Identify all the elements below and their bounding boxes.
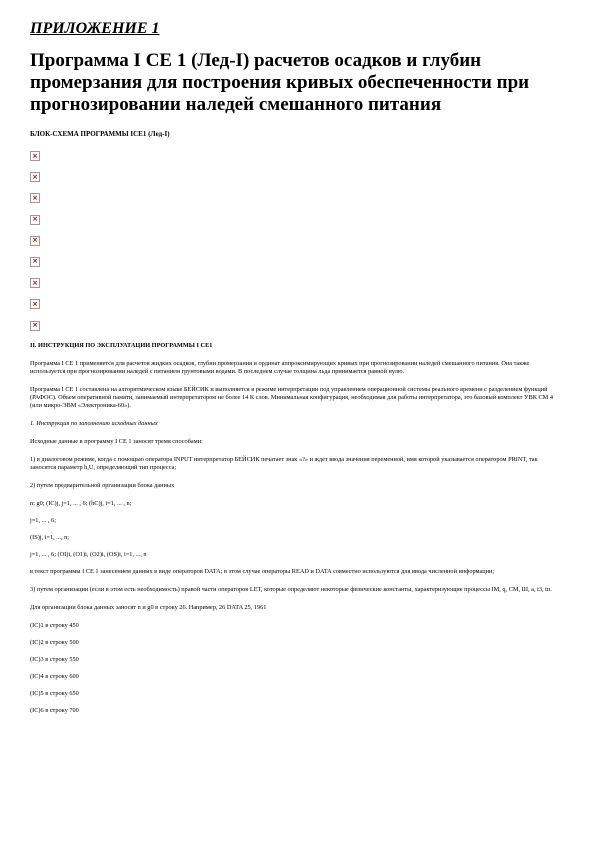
list-item: (IC)3 в строку 550 — [30, 655, 79, 663]
broken-image-icon: × — [30, 172, 40, 182]
paragraph-purpose: Программа I CE 1 применяется для расчетов жидких осадков, глубин промерзания и ординат аппроксимирующих кривых при прогнозировании наледей смешанного питания. Она также используется при прогнозировании наледей с питанием грунтовыми водами. В последнем случае толщина льда принимается равной нулю. — [30, 359, 530, 375]
broken-image-icon: × — [30, 299, 40, 309]
formula-line: j=1, ... , 6; (OI)i, (O1)i, (O2)i, (OS)i, i=1, ..., n — [30, 550, 147, 558]
broken-image-list — [30, 151, 565, 331]
subsection-heading: 1. Инструкция по заполнению исходных данных — [30, 419, 158, 427]
broken-image-icon: × — [30, 257, 40, 267]
list-item: (IC)4 в строку 600 — [30, 672, 79, 680]
appendix-heading: ПРИЛОЖЕНИЕ 1 — [30, 20, 160, 37]
paragraph-method-1: 1) в диалоговом режиме, когда с помощью оператора INPUT интерпретатор БЕЙСИК печатает знак «?» и ждет ввода значения переменной, имя которой указывается оператором PRINT, так заносятся параметр h,U, определяющий тип процесса; — [30, 455, 538, 471]
paragraph-language: Программа I CE 1 составлена на алгоритмическом языке БЕЙСИК и выполняется в режиме интерпретации под управлением операционной системы реального времени с разделением функций (РАФОС). Объем оперативной памяти, занимаемый интерпретатором не более 14 К слов. Минимальная конфигурация, необходимая для работы интерпретатора, это базовый комплект УВК СМ 4 (или микро-ЭВМ «Электроника-60»). — [30, 385, 553, 409]
list-item: (IC)6 в строку 700 — [30, 706, 79, 714]
formula-line: n; g0; (IC)j, j=1, ... , 6; (hC)j, i=1, ... , n; — [30, 499, 132, 507]
broken-image-icon: × — [30, 236, 40, 246]
formula-line: (IS)j, i=1, ..., n; — [30, 533, 70, 541]
broken-image-icon: × — [30, 151, 40, 161]
list-item: (IC)1 в строку 450 — [30, 621, 79, 629]
list-item: (IC)2 в строку 500 — [30, 638, 79, 646]
paragraph-data-statements: в текст программы I CE 1 занесением данных в виде операторов DATA; в этом случае операторы READ и DATA совместно используются для ввода численной информации; — [30, 567, 495, 575]
document-title: Программа I CE 1 (Лед-I) расчетов осадков и глубин промерзания для построения кривых обеспеченности при прогнозировании наледей смешанного питания — [30, 50, 530, 115]
broken-image-icon: × — [30, 321, 40, 331]
list-item: (IC)5 в строку 650 — [30, 689, 79, 697]
paragraph-method-2: 2) путем предварительной организации блока данных — [30, 481, 175, 489]
broken-image-icon: × — [30, 193, 40, 203]
broken-image-icon: × — [30, 278, 40, 288]
formula-line: j=1, ... , 6; — [30, 516, 56, 524]
paragraph-method-3: 3) путем организации (если в этом есть необходимость) правой части операторов LET, которые определяют некоторые физические константы, характеризующие процессы IM, q, CM, Ш, a, t3, tп. — [30, 585, 552, 593]
block-scheme-heading: БЛОК-СХЕМА ПРОГРАММЫ ICE1 (Лед-I) — [30, 130, 170, 138]
paragraph-data-block: Для организации блока данных заносят n и g0 в строку 26. Например, 26 DATA 25, 1961 — [30, 603, 267, 611]
paragraph-input-methods: Исходные данные в программу I CE 1 заносят тремя способами: — [30, 437, 203, 445]
section-instruction-heading: II. ИНСТРУКЦИЯ ПО ЭКСПЛУАТАЦИИ ПРОГРАММЫ I CE1 — [30, 341, 213, 349]
broken-image-icon: × — [30, 215, 40, 225]
